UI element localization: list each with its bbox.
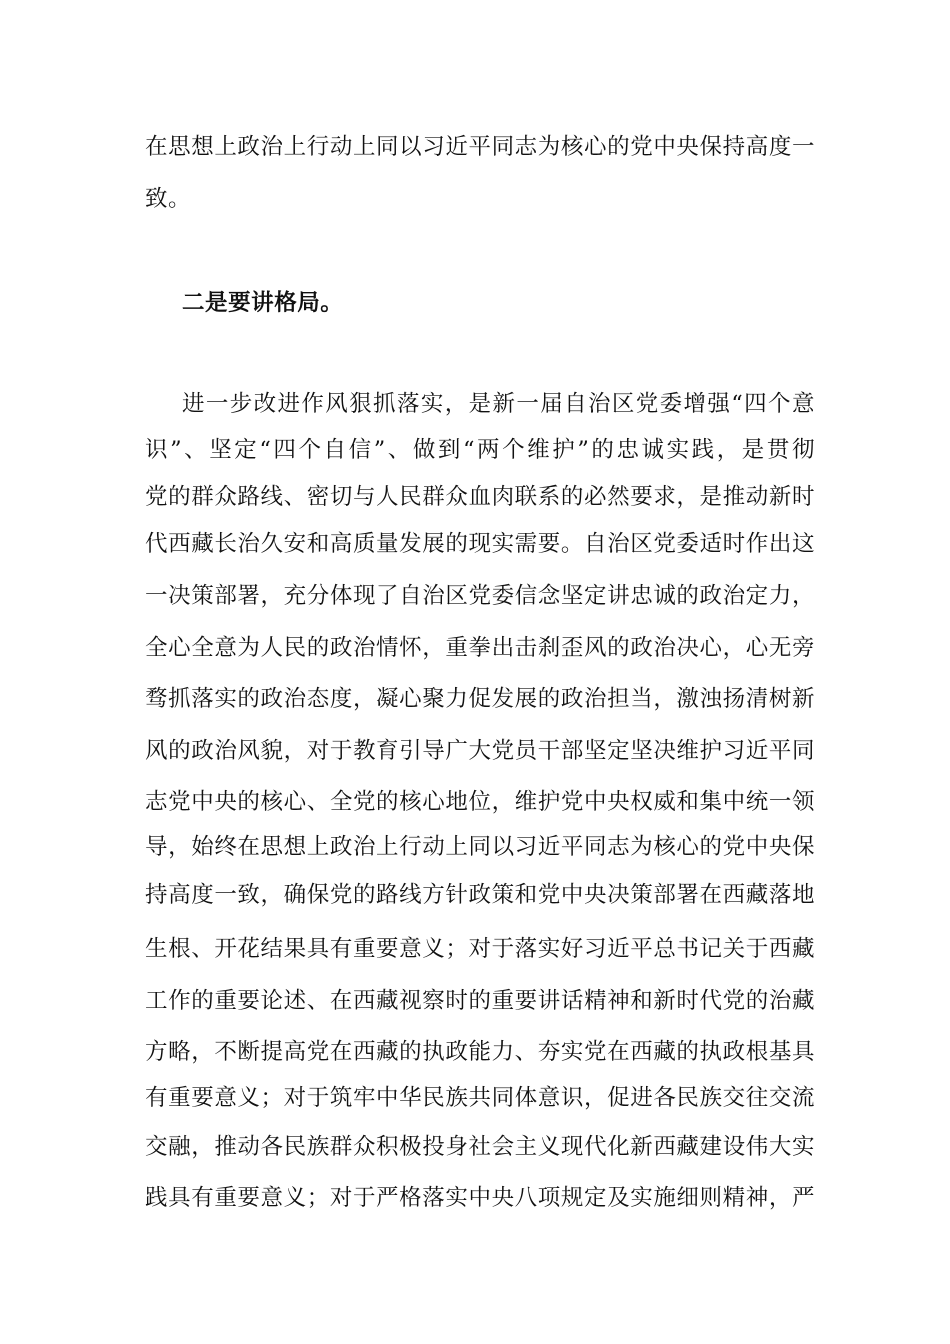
body-paragraph-line: 风的政治风貌，对于教育引导广大党员干部坚定坚决维护习近平同 <box>145 738 815 764</box>
body-paragraph-line: 一决策部署，充分体现了自治区党委信念坚定讲忠诚的政治定力， <box>145 583 815 609</box>
body-paragraph-line: 践具有重要意义；对于严格落实中央八项规定及实施细则精神，严 <box>145 1185 815 1211</box>
body-paragraph-line: 骛抓落实的政治态度，凝心聚力促发展的政治担当，激浊扬清树新 <box>145 686 815 712</box>
body-paragraph-line: 全心全意为人民的政治情怀，重拳出击刹歪风的政治决心，心无旁 <box>145 635 815 661</box>
body-paragraph-line: 进一步改进作风狠抓落实，是新一届自治区党委增强“四个意 <box>182 391 815 417</box>
body-paragraph-line: 生根、开花结果具有重要意义；对于落实好习近平总书记关于西藏 <box>145 936 815 962</box>
body-paragraph-line: 志党中央的核心、全党的核心地位，维护党中央权威和集中统一领 <box>145 789 815 815</box>
body-paragraph-line: 导，始终在思想上政治上行动上同以习近平同志为核心的党中央保 <box>145 834 815 860</box>
section-heading: 二是要讲格局。 <box>182 290 344 316</box>
body-paragraph-line: 方略，不断提高党在西藏的执政能力、夯实党在西藏的执政根基具 <box>145 1039 815 1065</box>
body-paragraph-line: 识”、坚定“四个自信”、做到“两个维护”的忠诚实践，是贯彻 <box>145 437 815 463</box>
body-paragraph-line: 工作的重要论述、在西藏视察时的重要讲话精神和新时代党的治藏 <box>145 988 815 1014</box>
intro-paragraph-line: 致。 <box>145 186 192 212</box>
intro-paragraph-line: 在思想上政治上行动上同以习近平同志为核心的党中央保持高度一 <box>145 134 815 160</box>
body-paragraph-line: 党的群众路线、密切与人民群众血肉联系的必然要求，是推动新时 <box>145 484 815 510</box>
body-paragraph-line: 代西藏长治久安和高质量发展的现实需要。自治区党委适时作出这 <box>145 531 815 557</box>
body-paragraph-line: 交融，推动各民族群众积极投身社会主义现代化新西藏建设伟大实 <box>145 1134 815 1160</box>
body-paragraph-line: 有重要意义；对于筑牢中华民族共同体意识，促进各民族交往交流 <box>145 1085 815 1111</box>
body-paragraph-line: 持高度一致，确保党的路线方针政策和党中央决策部署在西藏落地 <box>145 882 815 908</box>
